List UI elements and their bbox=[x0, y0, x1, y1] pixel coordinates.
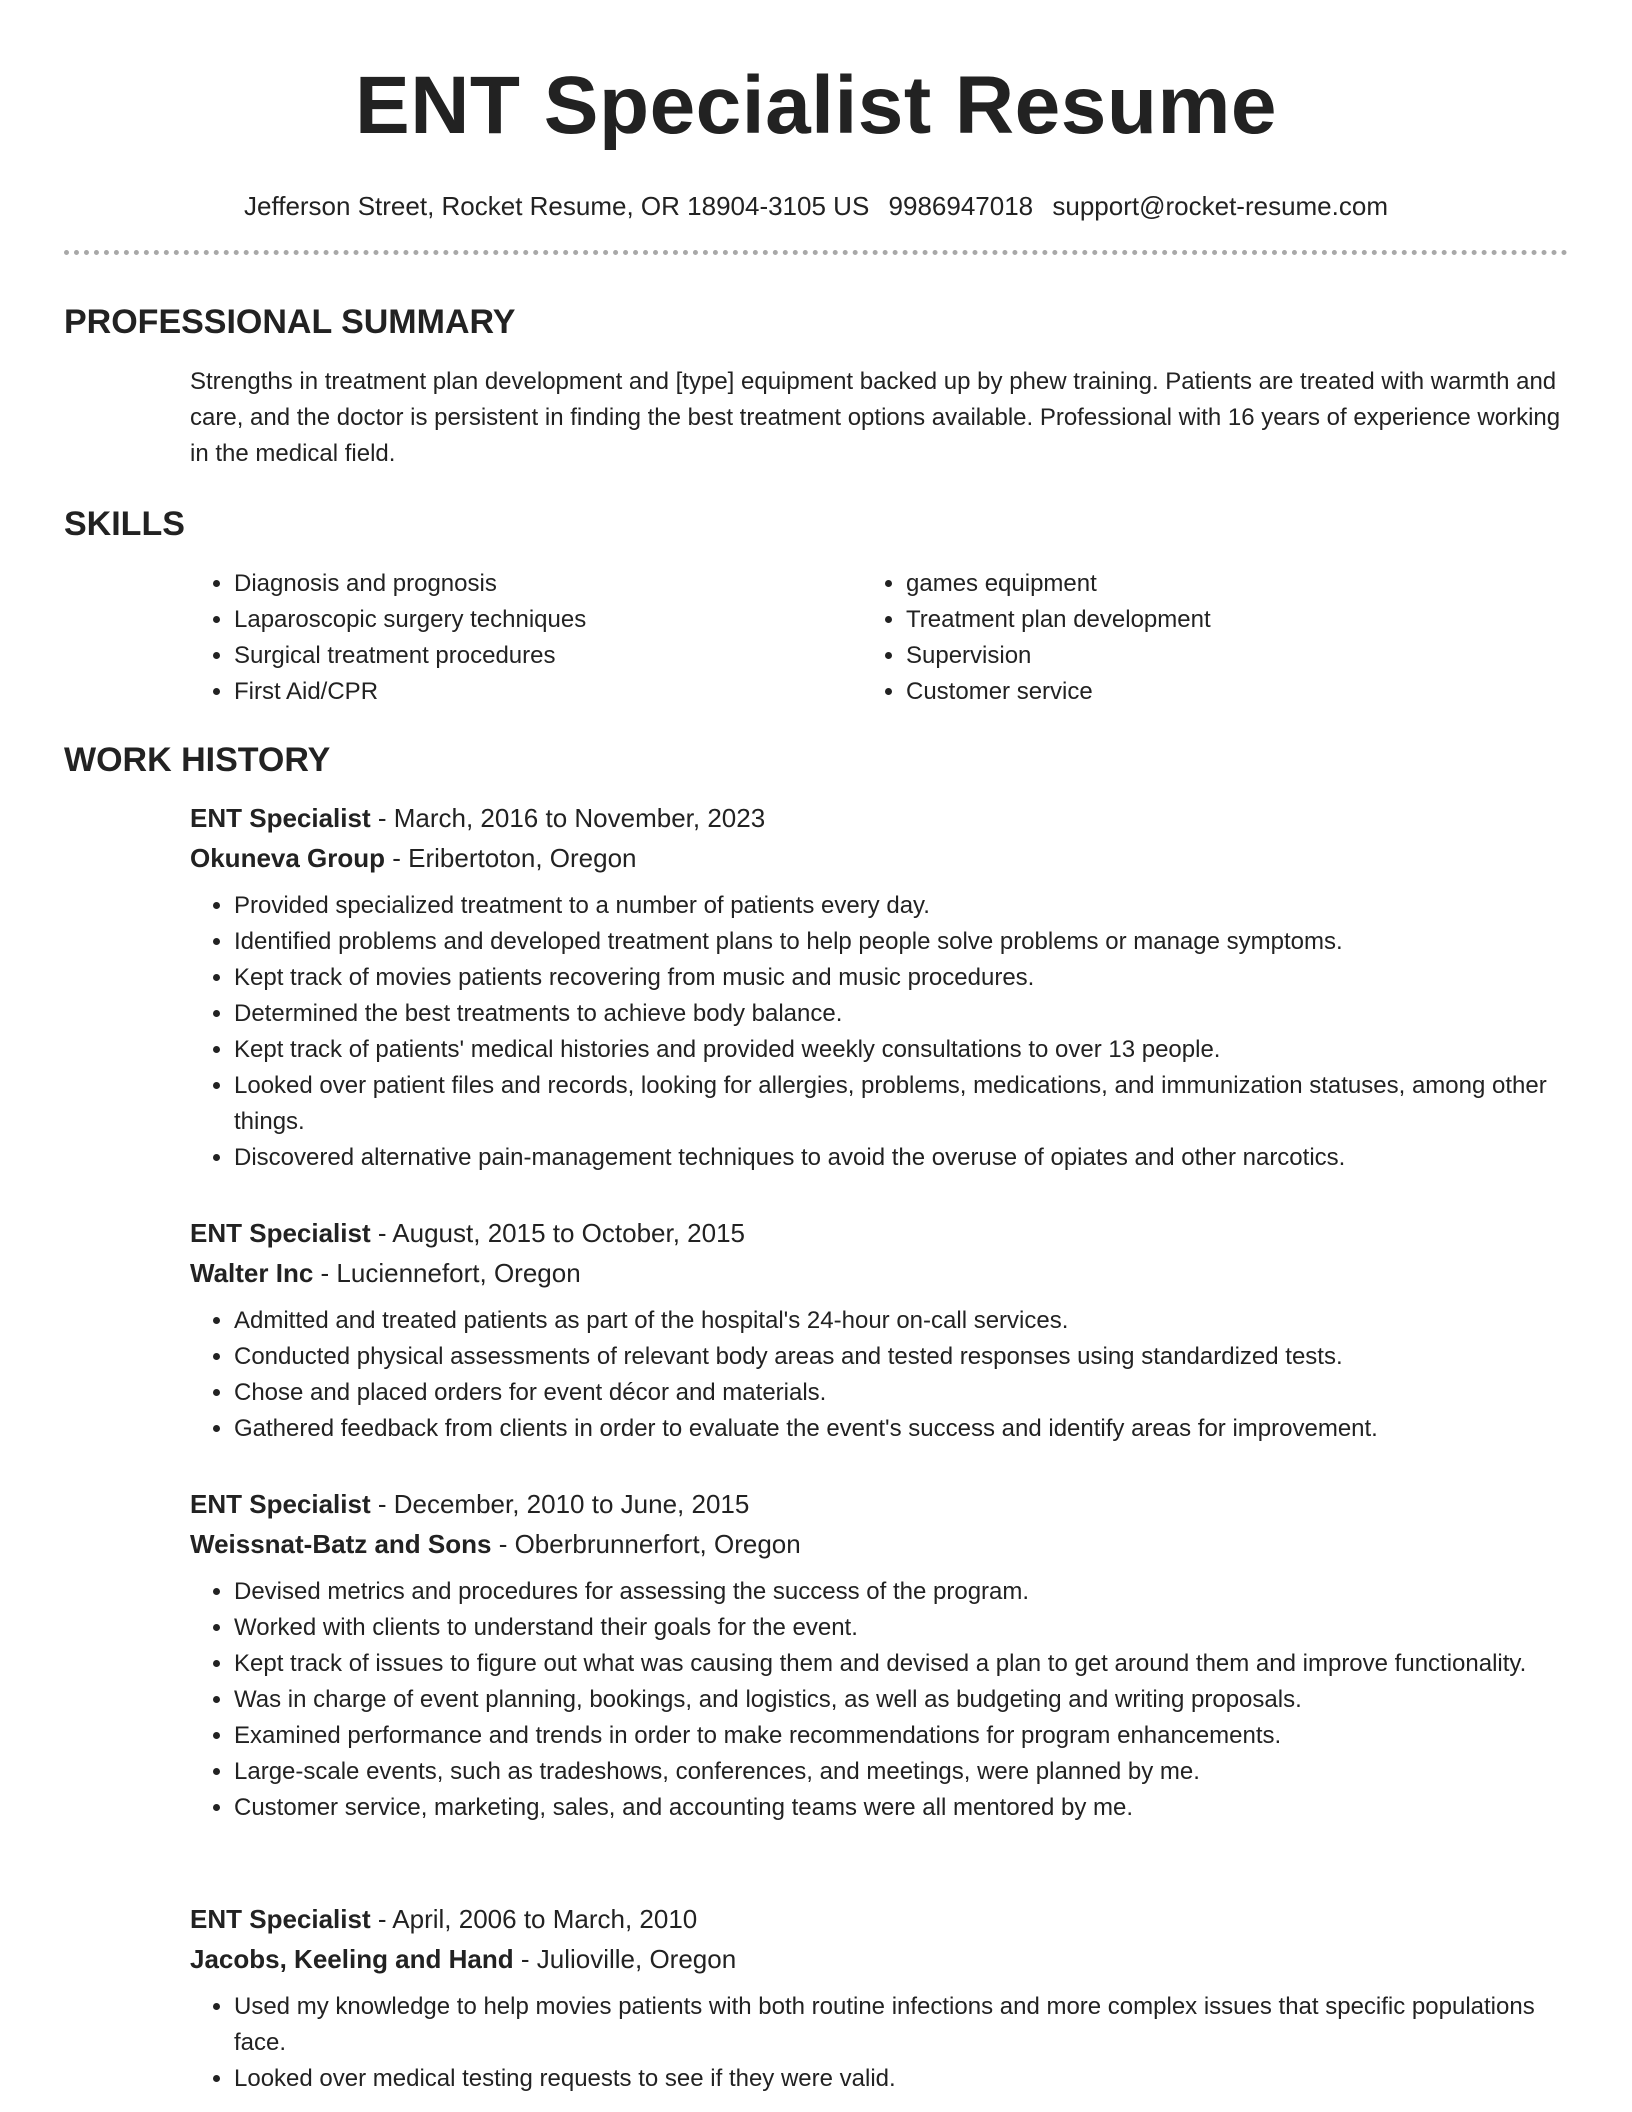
skill-item: • Surgical treatment procedures bbox=[234, 638, 830, 674]
job-company: Weissnat-Batz and Sons bbox=[190, 1529, 492, 1559]
duty-item: • Gathered feedback from clients in order to evaluate the event's success and identify areas for improvement. bbox=[234, 1411, 1570, 1447]
duty-item: • Conducted physical assessments of relevant body areas and tested responses using standardized tests. bbox=[234, 1339, 1570, 1375]
skill-item: • Customer service bbox=[906, 674, 1502, 710]
job-company: Walter Inc bbox=[190, 1258, 314, 1288]
job-title-line: ENT Specialist - December, 2010 to June, 2015 bbox=[190, 1489, 750, 1519]
resume-header bbox=[0, 0, 1632, 222]
duty-item: • Worked with clients to understand their goals for the event. bbox=[234, 1610, 1570, 1646]
duty-item: • Large-scale events, such as tradeshows, conferences, and meetings, were planned by me. bbox=[234, 1754, 1570, 1790]
job-entry bbox=[190, 1899, 1570, 2097]
skills-heading: SKILLS bbox=[64, 505, 185, 543]
job-title: ENT Specialist bbox=[190, 803, 371, 833]
skill-item: • Diagnosis and prognosis bbox=[234, 566, 830, 602]
job-dates: December, 2010 to June, 2015 bbox=[393, 1489, 750, 1519]
job-location: Oberbrunnerfort, Oregon bbox=[514, 1529, 801, 1559]
duty-item: • Looked over patient files and records, looking for allergies, problems, medications, and immunization statuses, among other things. bbox=[234, 1068, 1570, 1140]
job-dates: April, 2006 to March, 2010 bbox=[392, 1904, 698, 1934]
duty-item: • Looked over medical testing requests to see if they were valid. bbox=[234, 2061, 1570, 2097]
duty-item: • Discovered alternative pain-management techniques to avoid the overuse of opiates and other narcotics. bbox=[234, 1140, 1570, 1176]
duty-item: • Determined the best treatments to achieve body balance. bbox=[234, 996, 1570, 1032]
skill-item: • First Aid/CPR bbox=[234, 674, 830, 710]
job-dates: August, 2015 to October, 2015 bbox=[392, 1218, 745, 1248]
job-title: ENT Specialist bbox=[190, 1904, 371, 1934]
job-company-line: Walter Inc - Luciennefort, Oregon bbox=[190, 1258, 581, 1288]
duty-item: • Examined performance and trends in order to make recommendations for program enhancements. bbox=[234, 1718, 1570, 1754]
work-history-heading: WORK HISTORY bbox=[64, 741, 331, 779]
job-duties bbox=[190, 1303, 1570, 1447]
job-title-line: ENT Specialist - April, 2006 to March, 2010 bbox=[190, 1904, 698, 1934]
duty-item: • Used my knowledge to help movies patients with both routine infections and more complex issues that specific populations face. bbox=[234, 1989, 1570, 2061]
skills-list-left bbox=[190, 566, 830, 710]
skill-item: • Laparoscopic surgery techniques bbox=[234, 602, 830, 638]
summary-text: Strengths in treatment plan development and [type] equipment backed up by phew training. Patients are treated with warmth and care, and the doctor is persistent in finding the best treatment options available. Professional with 16 years of experience working in the medical field. bbox=[190, 368, 1561, 467]
job-company: Okuneva Group bbox=[190, 843, 386, 873]
page-title: ENT Specialist Resume bbox=[355, 60, 1277, 151]
contact-line bbox=[0, 190, 1632, 222]
duty-item: • Customer service, marketing, sales, and accounting teams were all mentored by me. bbox=[234, 1790, 1570, 1826]
job-entry bbox=[190, 1484, 1570, 1826]
skill-item: • Supervision bbox=[906, 638, 1502, 674]
duty-item: • Kept track of issues to figure out what was causing them and devised a plan to get around them and improve functionality. bbox=[234, 1646, 1570, 1682]
duty-item: • Chose and placed orders for event décor and materials. bbox=[234, 1375, 1570, 1411]
duty-item: • Kept track of patients' medical histories and provided weekly consultations to over 13 people. bbox=[234, 1032, 1570, 1068]
header-divider bbox=[64, 250, 1568, 255]
job-company-line: Jacobs, Keeling and Hand - Julioville, Oregon bbox=[190, 1944, 737, 1974]
job-location: Luciennefort, Oregon bbox=[336, 1258, 581, 1288]
job-title-line: ENT Specialist - March, 2016 to November, 2023 bbox=[190, 803, 766, 833]
job-title: ENT Specialist bbox=[190, 1218, 371, 1248]
job-title-line: ENT Specialist - August, 2015 to October, 2015 bbox=[190, 1218, 745, 1248]
duty-item: • Admitted and treated patients as part of the hospital's 24-hour on-call services. bbox=[234, 1303, 1570, 1339]
job-location: Eribertoton, Oregon bbox=[408, 843, 637, 873]
duty-item: • Devised metrics and procedures for assessing the success of the program. bbox=[234, 1574, 1570, 1610]
duty-item: • Identified problems and developed treatment plans to help people solve problems or manage symptoms. bbox=[234, 924, 1570, 960]
job-company-line: Okuneva Group - Eribertoton, Oregon bbox=[190, 843, 637, 873]
summary-heading: PROFESSIONAL SUMMARY bbox=[64, 303, 516, 341]
skills-list-right bbox=[862, 566, 1502, 710]
contact-email: support@rocket-resume.com bbox=[1052, 191, 1388, 221]
skill-item: • games equipment bbox=[906, 566, 1502, 602]
duty-item: • Provided specialized treatment to a number of patients every day. bbox=[234, 888, 1570, 924]
job-duties bbox=[190, 1574, 1570, 1826]
job-company: Jacobs, Keeling and Hand bbox=[190, 1944, 514, 1974]
duty-item: • Was in charge of event planning, bookings, and logistics, as well as budgeting and writing proposals. bbox=[234, 1682, 1570, 1718]
job-duties bbox=[190, 1989, 1570, 2097]
contact-phone: 9986947018 bbox=[888, 191, 1034, 221]
skill-item: • Treatment plan development bbox=[906, 602, 1502, 638]
job-duties bbox=[190, 888, 1570, 1176]
contact-address: Jefferson Street, Rocket Resume, OR 18904-3105 US bbox=[244, 191, 870, 221]
job-location: Julioville, Oregon bbox=[536, 1944, 737, 1974]
job-company-line: Weissnat-Batz and Sons - Oberbrunnerfort, Oregon bbox=[190, 1529, 801, 1559]
job-entry bbox=[190, 798, 1570, 1176]
job-title: ENT Specialist bbox=[190, 1489, 371, 1519]
job-entry bbox=[190, 1213, 1570, 1447]
duty-item: • Kept track of movies patients recovering from music and music procedures. bbox=[234, 960, 1570, 996]
job-dates: March, 2016 to November, 2023 bbox=[393, 803, 766, 833]
